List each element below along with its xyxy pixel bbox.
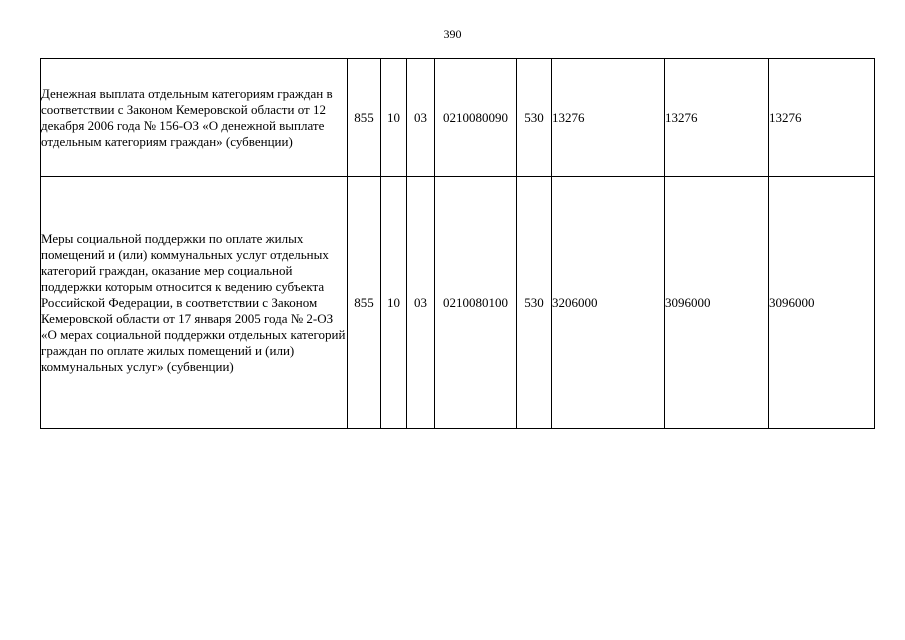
amount-year-1: 3206000	[552, 177, 665, 429]
section-code: 10	[381, 59, 407, 177]
page-number: 390	[443, 27, 462, 41]
subsection-code: 03	[407, 59, 435, 177]
row-description: Денежная выплата отдельным категориям граждан в соответствии с Законом Кемеровской области от 12 декабря 2006 года № 156-ОЗ «О денежной выплате отдельным категориям граждан» (субвенции)	[41, 59, 348, 177]
expense-type-code: 530	[517, 177, 552, 429]
amount-year-3: 3096000	[769, 177, 875, 429]
ministry-code: 855	[348, 177, 381, 429]
table-row	[41, 59, 875, 177]
amount-year-2: 3096000	[665, 177, 769, 429]
row-description: Меры социальной поддержки по оплате жилых помещений и (или) коммунальных услуг отдельных категорий граждан, оказание мер социальной поддержки которым относится к ведению субъекта Российской Федерации, в соответствии с Законом Кемеровской области от 17 января 2005 года № 2-ОЗ «О мерах социальной поддержки отдельных категорий граждан по оплате жилых помещений и (или) коммунальных услуг» (субвенции)	[41, 177, 348, 429]
section-code: 10	[381, 177, 407, 429]
expense-type-code: 530	[517, 59, 552, 177]
subsection-code: 03	[407, 177, 435, 429]
target-article-code: 0210080090	[435, 59, 517, 177]
ministry-code: 855	[348, 59, 381, 177]
table-row	[41, 177, 875, 429]
amount-year-2: 13276	[665, 59, 769, 177]
target-article-code: 0210080100	[435, 177, 517, 429]
amount-year-3: 13276	[769, 59, 875, 177]
budget-table	[40, 58, 875, 429]
amount-year-1: 13276	[552, 59, 665, 177]
